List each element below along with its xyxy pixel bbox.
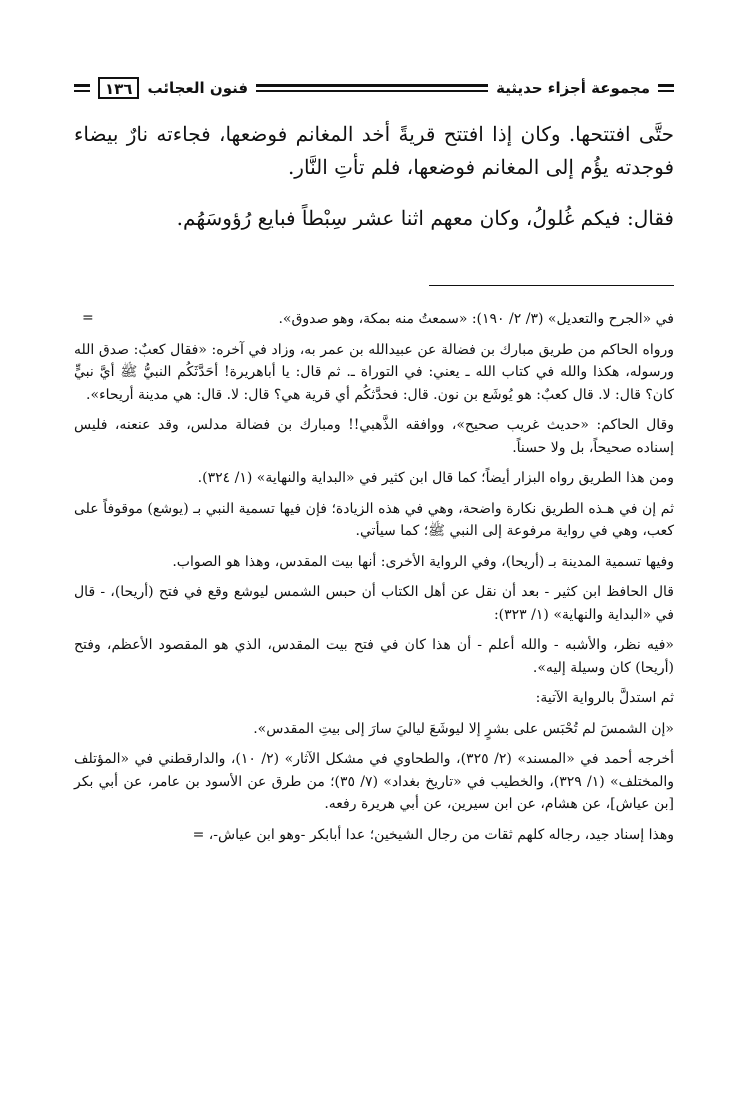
footnote-text: وهذا إسناد جيد، رجاله كلهم ثقات من رجال الشيخين؛ عدا أبابكر -وهو ابن عياش-، [208, 826, 674, 843]
header-rule-left [74, 84, 90, 92]
header-rule-middle [256, 84, 488, 92]
body-paragraph: فقال: فيكم غُلولُ، وكان معهم اثنا عشر سِبْطاً فبايع رُؤوسَهُم. [176, 206, 674, 230]
footnote-paragraph: ورواه الحاكم من طريق مبارك بن فضالة عن عبيدالله بن عمر به، وزاد في آخره: «فقال كعبٌ: صدق الله ورسوله، هكذا والله في كتاب الله ـ يعني: في التوراة ـ. ثم قال: يا أباهريرة! أحَدَّثَكُم النبيُّ ﷺ أيَّ نبيٍّ كان؟ قال: لا. قال كعبٌ: هو يُوشَع بن نون. قال: فحدَّثكُم أي قرية هي؟ قال: لا. قال: هي مدينة أريحاء». [74, 341, 674, 403]
section-title: فنون العجائب [147, 79, 249, 97]
end-mark: = [192, 826, 205, 843]
footnote-paragraph: ومن هذا الطريق رواه البزار أيضاً؛ كما قال ابن كثير في «البداية والنهاية» (١/ ٣٢٤). [197, 470, 674, 486]
footnote-paragraph: ثم استدلَّ بالرواية الآتية: [535, 690, 674, 706]
page-header [74, 74, 674, 102]
body-paragraph: حتَّى افتتحها. وكان إذا افتتح قريةً أخد المغانم فوضعها، فجاءته نارٌ بيضاء فوجدته يؤُم إلى المغانم فوضعها، فلم تأتِ النَّار. [74, 122, 674, 179]
main-text [74, 118, 674, 253]
footnote-paragraph: في «الجرح والتعديل» (٣/ ٢/ ١٩٠): «سمعتُ منه بمكة، وهو صدوق». [278, 311, 674, 327]
continuation-mark: = [82, 310, 94, 326]
footnote-paragraph [74, 824, 674, 847]
footnote-paragraph: قال الحافظ ابن كثير - بعد أن نقل عن أهل الكتاب أن حبس الشمس ليوشع وقع في فتح (أريحا)، - قال في «البداية والنهاية» (١/ ٣٢٣): [74, 584, 674, 623]
footnote-paragraph: وقال الحاكم: «حديث غريب صحيح»، ووافقه الذَّهبي!! ومبارك بن فضالة مدلس، وقد عنعنه، فليس إسناده صحيحاً، بل ولا حسناً. [74, 417, 674, 456]
book-title: مجموعة أجزاء حديثية [496, 79, 650, 97]
footnote-paragraph: أخرجه أحمد في «المسند» (٢/ ٣٢٥)، والطحاوي في مشكل الآثار» (٢/ ١٠)، والدارقطني في «المؤتلف والمختلف» (١/ ٣٢٩)، والخطيب في «تاريخ بغداد» (٧/ ٣٥)؛ من طرق عن الأسود بن عامر، عن أبي بكر [بن عياش]، عن هشام، عن ابن سيرين، عن أبي هريرة رفعه. [74, 751, 675, 812]
footnote-paragraph: وفيها تسمية المدينة بـ (أريحا)، وفي الرواية الأخرى: أنها بيت المقدس، وهذا هو الصواب. [172, 553, 674, 570]
footnote-paragraph: «فيه نظر، والأشبه - والله أعلم - أن هذا كان في فتح بيت المقدس، الذي هو المقصود الأعظم، وفتح (أريحا) كان وسيلة إليه». [74, 637, 674, 676]
footnote-paragraph: ثم إن في هـذه الطريق نكارة واضحة، وهي في هذه الزيادة؛ فإن فيها تسمية النبي بـ (يوشع) موقوفاً على كعب، وهي في رواية مرفوعة إلى النبي ﷺ؛ كما سيأتي. [74, 500, 674, 539]
footnote-paragraph: «إن الشمسَ لم تُحْبَس على بشرٍ إلا ليوشَعَ لياليَ سارَ إلى بيتِ المقدس». [253, 720, 674, 737]
page-number: ١٣٦ [98, 77, 139, 99]
footnote-divider [429, 285, 674, 286]
header-rule-right [658, 84, 674, 92]
footnotes [74, 308, 674, 854]
